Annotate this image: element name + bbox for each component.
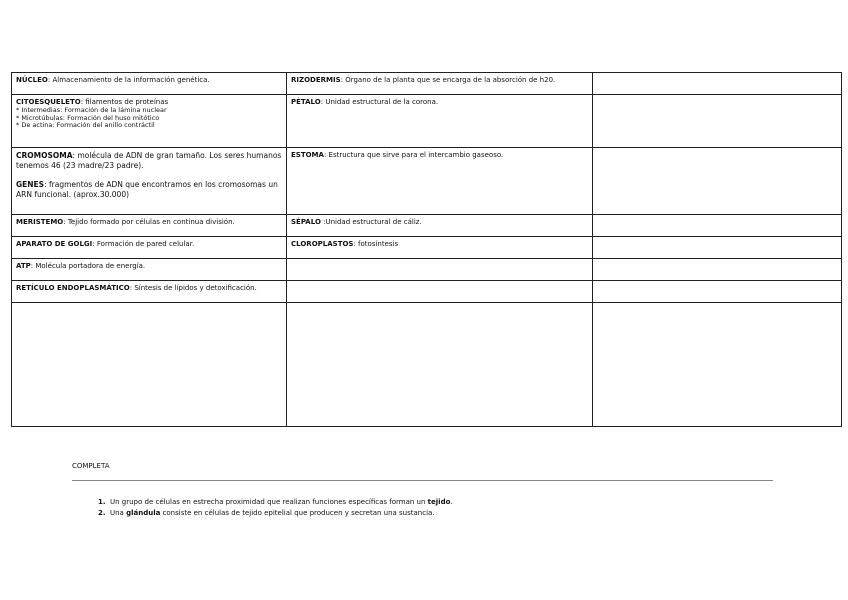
citoesqueleto-line-3: * De actina: Formación del anillo contráctil <box>16 121 155 129</box>
term-rizodermis: RIZODERMIS <box>291 76 341 84</box>
cell-empty <box>287 259 593 281</box>
item-text-after: . <box>450 498 453 506</box>
cell-cromosoma <box>12 148 287 215</box>
def-sepalo: :Unidad estructural de cáliz. <box>320 218 422 226</box>
def-petalo: : Unidad estructural de la corona. <box>320 98 439 106</box>
cell-empty <box>593 73 842 95</box>
term-genes: GENES <box>16 180 45 189</box>
glossary-table <box>11 72 842 427</box>
citoesqueleto-line-1: * Intermedias: Formación de la lámina nuclear <box>16 106 167 114</box>
cell-reticulo <box>12 281 287 303</box>
cell-cloroplastos <box>287 237 593 259</box>
cell-citoesqueleto <box>12 95 287 148</box>
cell-empty <box>593 281 842 303</box>
item-text-before: Un grupo de células en estrecha proximidad que realizan funciones específicas forman un <box>110 498 428 506</box>
cell-empty <box>12 303 287 427</box>
cell-empty <box>593 237 842 259</box>
term-reticulo: RETÍCULO ENDOPLASMÁTICO <box>16 284 130 292</box>
cell-empty <box>593 303 842 427</box>
term-atp: ATP <box>16 262 31 270</box>
term-petalo: PÉTALO <box>291 98 321 106</box>
def-cloroplastos: : fotosíntesis <box>353 240 399 248</box>
term-sepalo: SÉPALO <box>291 218 321 226</box>
term-cloroplastos: CLOROPLASTOS <box>291 240 354 248</box>
cell-empty <box>593 95 842 148</box>
cell-empty <box>593 259 842 281</box>
table-row <box>12 95 842 148</box>
cell-nucleo <box>12 73 287 95</box>
def-genes: : fragmentos de ADN que encontramos en los cromosomas un ARN funcional. (aprox.30.000) <box>16 180 278 199</box>
divider <box>72 480 773 481</box>
item-text-before: Una <box>110 509 127 517</box>
def-estoma: : Estructura que sirve para el intercambio gaseoso. <box>323 151 504 159</box>
def-reticulo: : Síntesis de lípidos y detoxificación. <box>129 284 257 292</box>
def-golgi: : Formación de pared celular. <box>92 240 195 248</box>
def-meristemo: : Tejido formado por células en continua división. <box>63 218 235 226</box>
cell-sepalo <box>287 215 593 237</box>
term-meristemo: MERISTEMO <box>16 218 64 226</box>
def-rizodermis: : Órgano de la planta que se encarga de la absorción de h20. <box>340 76 556 84</box>
term-estoma: ESTOMA <box>291 151 324 159</box>
item-answer: glándula <box>126 509 161 517</box>
term-citoesqueleto: CITOESQUELETO <box>16 98 81 106</box>
cell-estoma <box>287 148 593 215</box>
table-row <box>12 259 842 281</box>
table-row <box>12 73 842 95</box>
def-atp: : Molécula portadora de energía. <box>30 262 146 270</box>
list-item <box>108 508 728 519</box>
item-answer: tejido <box>427 498 451 506</box>
cell-empty <box>287 303 593 427</box>
cell-atp <box>12 259 287 281</box>
term-cromosoma: CROMOSOMA <box>16 151 73 160</box>
table-row <box>12 237 842 259</box>
completa-list <box>72 497 728 519</box>
cell-empty <box>287 281 593 303</box>
term-nucleo: NÚCLEO <box>16 76 48 84</box>
table-row <box>12 148 842 215</box>
item-text-after: consiste en células de tejido epitelial que producen y secretan una sustancia. <box>160 509 435 517</box>
cell-empty <box>593 215 842 237</box>
cell-golgi <box>12 237 287 259</box>
term-golgi: APARATO DE GOLGI <box>16 240 93 248</box>
def-citoesqueleto: : filamentos de proteínas <box>80 98 169 106</box>
cell-meristemo <box>12 215 287 237</box>
cell-rizodermis <box>287 73 593 95</box>
table-row <box>12 303 842 427</box>
table-row <box>12 215 842 237</box>
citoesqueleto-line-2: * Microtúbulas: Formación del huso mitótico <box>16 113 160 122</box>
def-nucleo: : Almacenamiento de la información genética. <box>47 76 210 84</box>
list-item <box>108 497 728 508</box>
def-cromosoma: : molécula de ADN de gran tamaño. Los seres humanos tenemos 46 (23 madre/23 padre). <box>16 151 282 170</box>
table-row <box>12 281 842 303</box>
completa-heading: COMPLETA <box>72 462 110 470</box>
cell-empty <box>593 148 842 215</box>
cell-petalo <box>287 95 593 148</box>
